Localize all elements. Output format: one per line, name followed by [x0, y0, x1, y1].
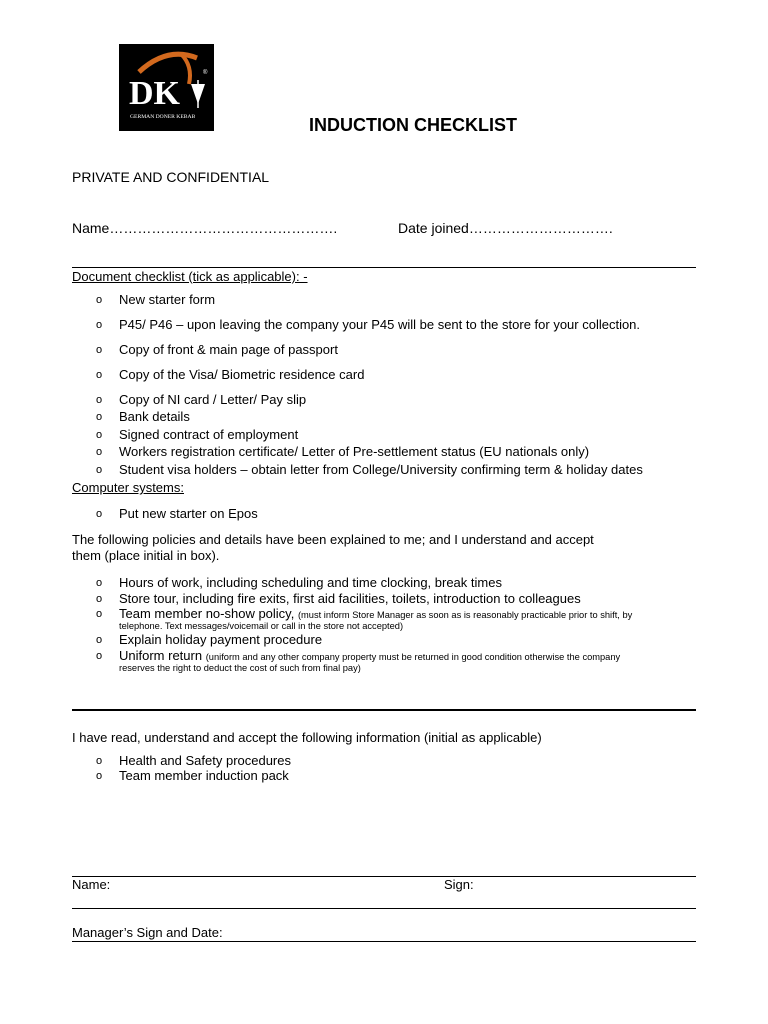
bullet-icon: o [96, 634, 103, 646]
bullet-icon: o [96, 344, 103, 356]
policy-note: (must inform Store Manager as soon as is reasonably practicable prior to shift, by [297, 610, 633, 620]
divider [72, 876, 696, 877]
footer-sign-label: Sign: [444, 877, 474, 892]
policy-note: (uniform and any other company property must be returned in good condition otherwise the company [205, 652, 621, 662]
bullet-icon: o [96, 650, 103, 662]
logo-mark: DK [129, 75, 180, 112]
bullet-icon: o [96, 319, 103, 331]
bullet-icon: o [96, 429, 103, 441]
list-item [119, 648, 620, 663]
read-intro: I have read, understand and accept the following information (initial as applicable) [72, 730, 542, 745]
list-item: Signed contract of employment [119, 427, 299, 442]
bullet-icon: o [96, 446, 103, 458]
policy-label: Team member no-show policy, [119, 606, 295, 621]
policies-intro: The following policies and details have been explained to me; and I understand and accept [72, 532, 594, 547]
list-item: Copy of the Visa/ Biometric residence card [119, 367, 365, 382]
list-item: Store tour, including fire exits, first aid facilities, toilets, introduction to colleagues [119, 591, 581, 606]
computer-systems-heading: Computer systems: [72, 480, 184, 495]
list-item: Hours of work, including scheduling and time clocking, break times [119, 575, 502, 590]
list-item: P45/ P46 – upon leaving the company your P45 will be sent to the store for your collection. [119, 317, 641, 332]
bullet-icon: o [96, 394, 103, 406]
name-field: Name…………………………………………. [72, 220, 338, 236]
list-item: New starter form [119, 292, 216, 307]
bullet-icon: o [96, 755, 103, 767]
logo-tagline: GERMAN DONER KEBAB [130, 114, 196, 120]
list-item: Team member induction pack [119, 768, 289, 783]
manager-sign-label: Manager’s Sign and Date: [72, 925, 223, 940]
divider [72, 709, 696, 711]
bullet-icon: o [96, 608, 103, 620]
list-item: Explain holiday payment procedure [119, 632, 323, 647]
list-item: Put new starter on Epos [119, 506, 258, 521]
bullet-icon: o [96, 508, 103, 520]
bullet-icon: o [96, 294, 103, 306]
bullet-icon: o [96, 369, 103, 381]
confidential-label: PRIVATE AND CONFIDENTIAL [72, 169, 270, 185]
bullet-icon: o [96, 593, 103, 605]
divider [72, 941, 696, 942]
list-item: Copy of front & main page of passport [119, 342, 338, 357]
doc-checklist-heading: Document checklist (tick as applicable): - [72, 269, 308, 284]
bullet-icon: o [96, 464, 103, 476]
bullet-icon: o [96, 577, 103, 589]
list-item: Health and Safety procedures [119, 753, 291, 768]
list-item: Workers registration certificate/ Letter of Pre-settlement status (EU nationals only) [119, 444, 590, 459]
list-item: Bank details [119, 409, 190, 424]
date-joined-field: Date joined…………………………. [398, 220, 613, 236]
policy-note-cont: telephone. Text messages/voicemail or call in the store not accepted) [119, 621, 404, 631]
divider [72, 908, 696, 909]
footer-name-label: Name: [72, 877, 111, 892]
policy-note-cont: reserves the right to deduct the cost of such from final pay) [119, 663, 361, 673]
list-item: Copy of NI card / Letter/ Pay slip [119, 392, 307, 407]
list-item [119, 606, 632, 621]
policies-intro-cont: them (place initial in box). [72, 548, 220, 563]
list-item: Student visa holders – obtain letter from College/University confirming term & holiday dates [119, 462, 643, 477]
bullet-icon: o [96, 770, 103, 782]
page-title: INDUCTION CHECKLIST [309, 115, 517, 135]
logo-registered: ® [203, 70, 208, 76]
policy-label: Uniform return [119, 648, 203, 663]
bullet-icon: o [96, 411, 103, 423]
divider [72, 267, 696, 268]
